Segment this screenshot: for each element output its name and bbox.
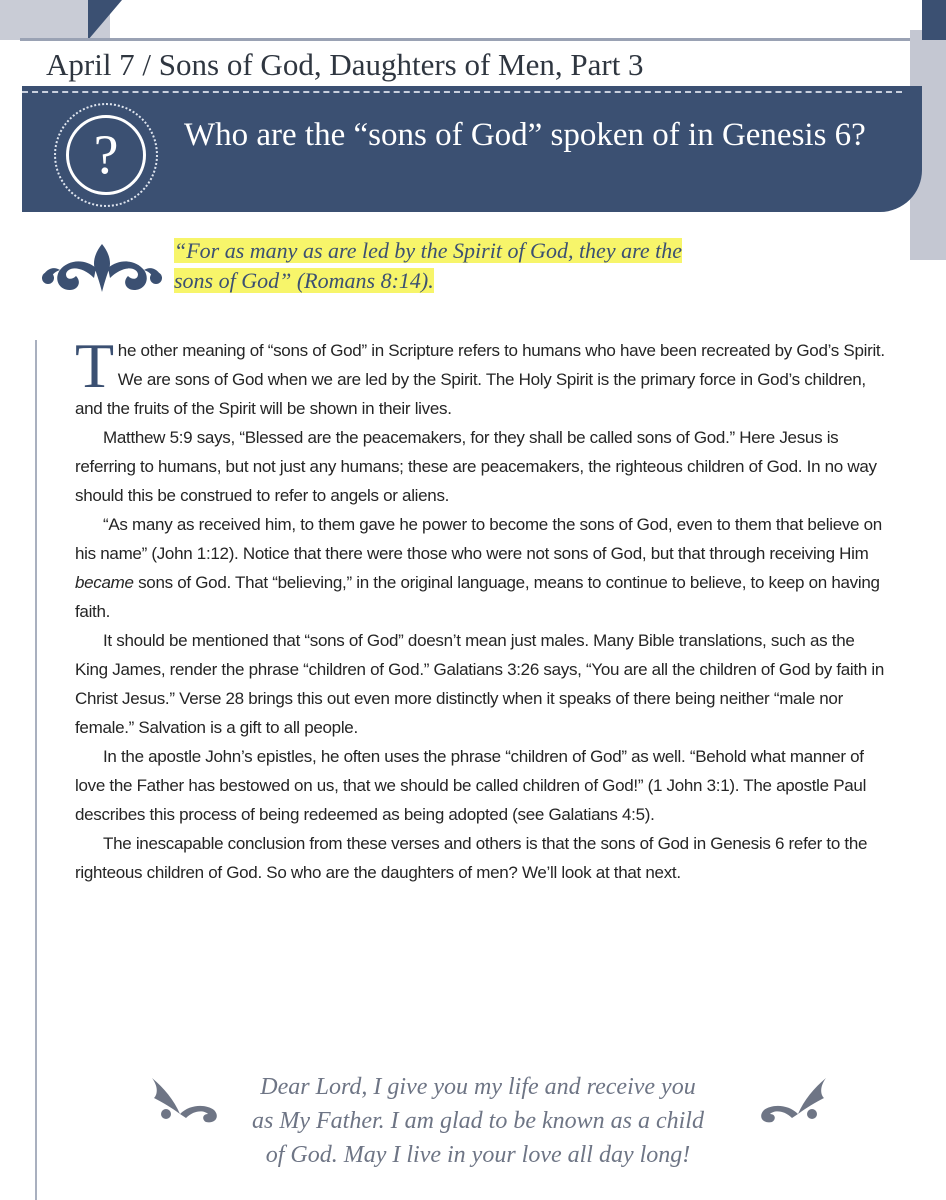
right-edge-band-accent xyxy=(922,0,946,40)
question-mark-glyph: ? xyxy=(66,115,146,195)
daily-question: Who are the “sons of God” spoken of in Genesis 6? xyxy=(184,117,866,153)
paragraph-6: The inescapable conclusion from these verses and others is that the sons of God in Genesis 6 refer to the righteous children of God. So who are the daughters of men? We’ll look at that next. xyxy=(75,834,868,882)
top-left-band-accent xyxy=(88,0,122,40)
paragraph-4: It should be mentioned that “sons of God” doesn’t mean just males. Many Bible translations, such as the King James, render the phrase “children of God.” Galatians 3:26 says, “You are all the children of God by faith in Christ Jesus.” Verse 28 brings this out even more distinctly when it speaks of there being neither “male nor female.” Salvation is a gift to all people. xyxy=(75,631,885,737)
verse-line-2: sons of God” (Romans 8:14). xyxy=(174,268,434,293)
prayer-line-2: as My Father. I am glad to be known as a child xyxy=(252,1108,704,1134)
page-date-title: April 7 / Sons of God, Daughters of Men, Part 3 xyxy=(46,47,644,82)
body-left-rule xyxy=(35,340,37,1200)
paragraph-3 xyxy=(75,510,887,626)
right-scroll-ornament-icon xyxy=(752,1074,832,1124)
paragraph-3-emphasis: became xyxy=(75,573,134,592)
header-dashed-rule xyxy=(22,91,902,93)
paragraph-1-text: he other meaning of “sons of God” in Scripture refers to humans who have been recreated by God’s Spirit. We are sons of God when we are led by the Spirit. The Holy Spirit is the primary force in God’s children, and the fruits of the Spirit will be shown in their lives. xyxy=(75,341,885,418)
key-verse xyxy=(174,236,814,296)
closing-prayer xyxy=(228,1070,728,1172)
prayer-line-1: Dear Lord, I give you my life and receive you xyxy=(260,1074,696,1100)
devotional-body xyxy=(75,330,887,887)
fleur-ornament-icon xyxy=(38,238,166,298)
paragraph-5: In the apostle John’s epistles, he often uses the phrase “children of God” as well. “Behold what manner of love the Father has bestowed on us, that we should be called children of God!” (1 John 3:1). The apostle Paul describes this process of being redeemed as being adopted (see Galatians 4:5). xyxy=(75,747,867,824)
verse-line-1: “For as many as are led by the Spirit of God, they are the xyxy=(174,238,682,263)
paragraph-3-text-b: sons of God. That “believing,” in the original language, means to continue to believe, to keep on having faith. xyxy=(75,573,880,621)
paragraph-3-text-a: “As many as received him, to them gave he power to become the sons of God, even to them that believe on his name” (John 1:12). Notice that there were those who were not sons of God, but that through receiving Him xyxy=(75,515,882,563)
question-mark-icon xyxy=(54,103,158,207)
paragraph-1 xyxy=(75,330,887,423)
paragraph-2: Matthew 5:9 says, “Blessed are the peacemakers, for they shall be called sons of God.” Here Jesus is referring to humans, but not just any humans; these are peacemakers, the righteous children of God. In no way should this be construed to refer to angels or aliens. xyxy=(75,428,877,505)
prayer-line-3: of God. May I live in your love all day long! xyxy=(265,1142,691,1168)
left-scroll-ornament-icon xyxy=(146,1074,226,1124)
drop-cap: T xyxy=(75,330,114,401)
